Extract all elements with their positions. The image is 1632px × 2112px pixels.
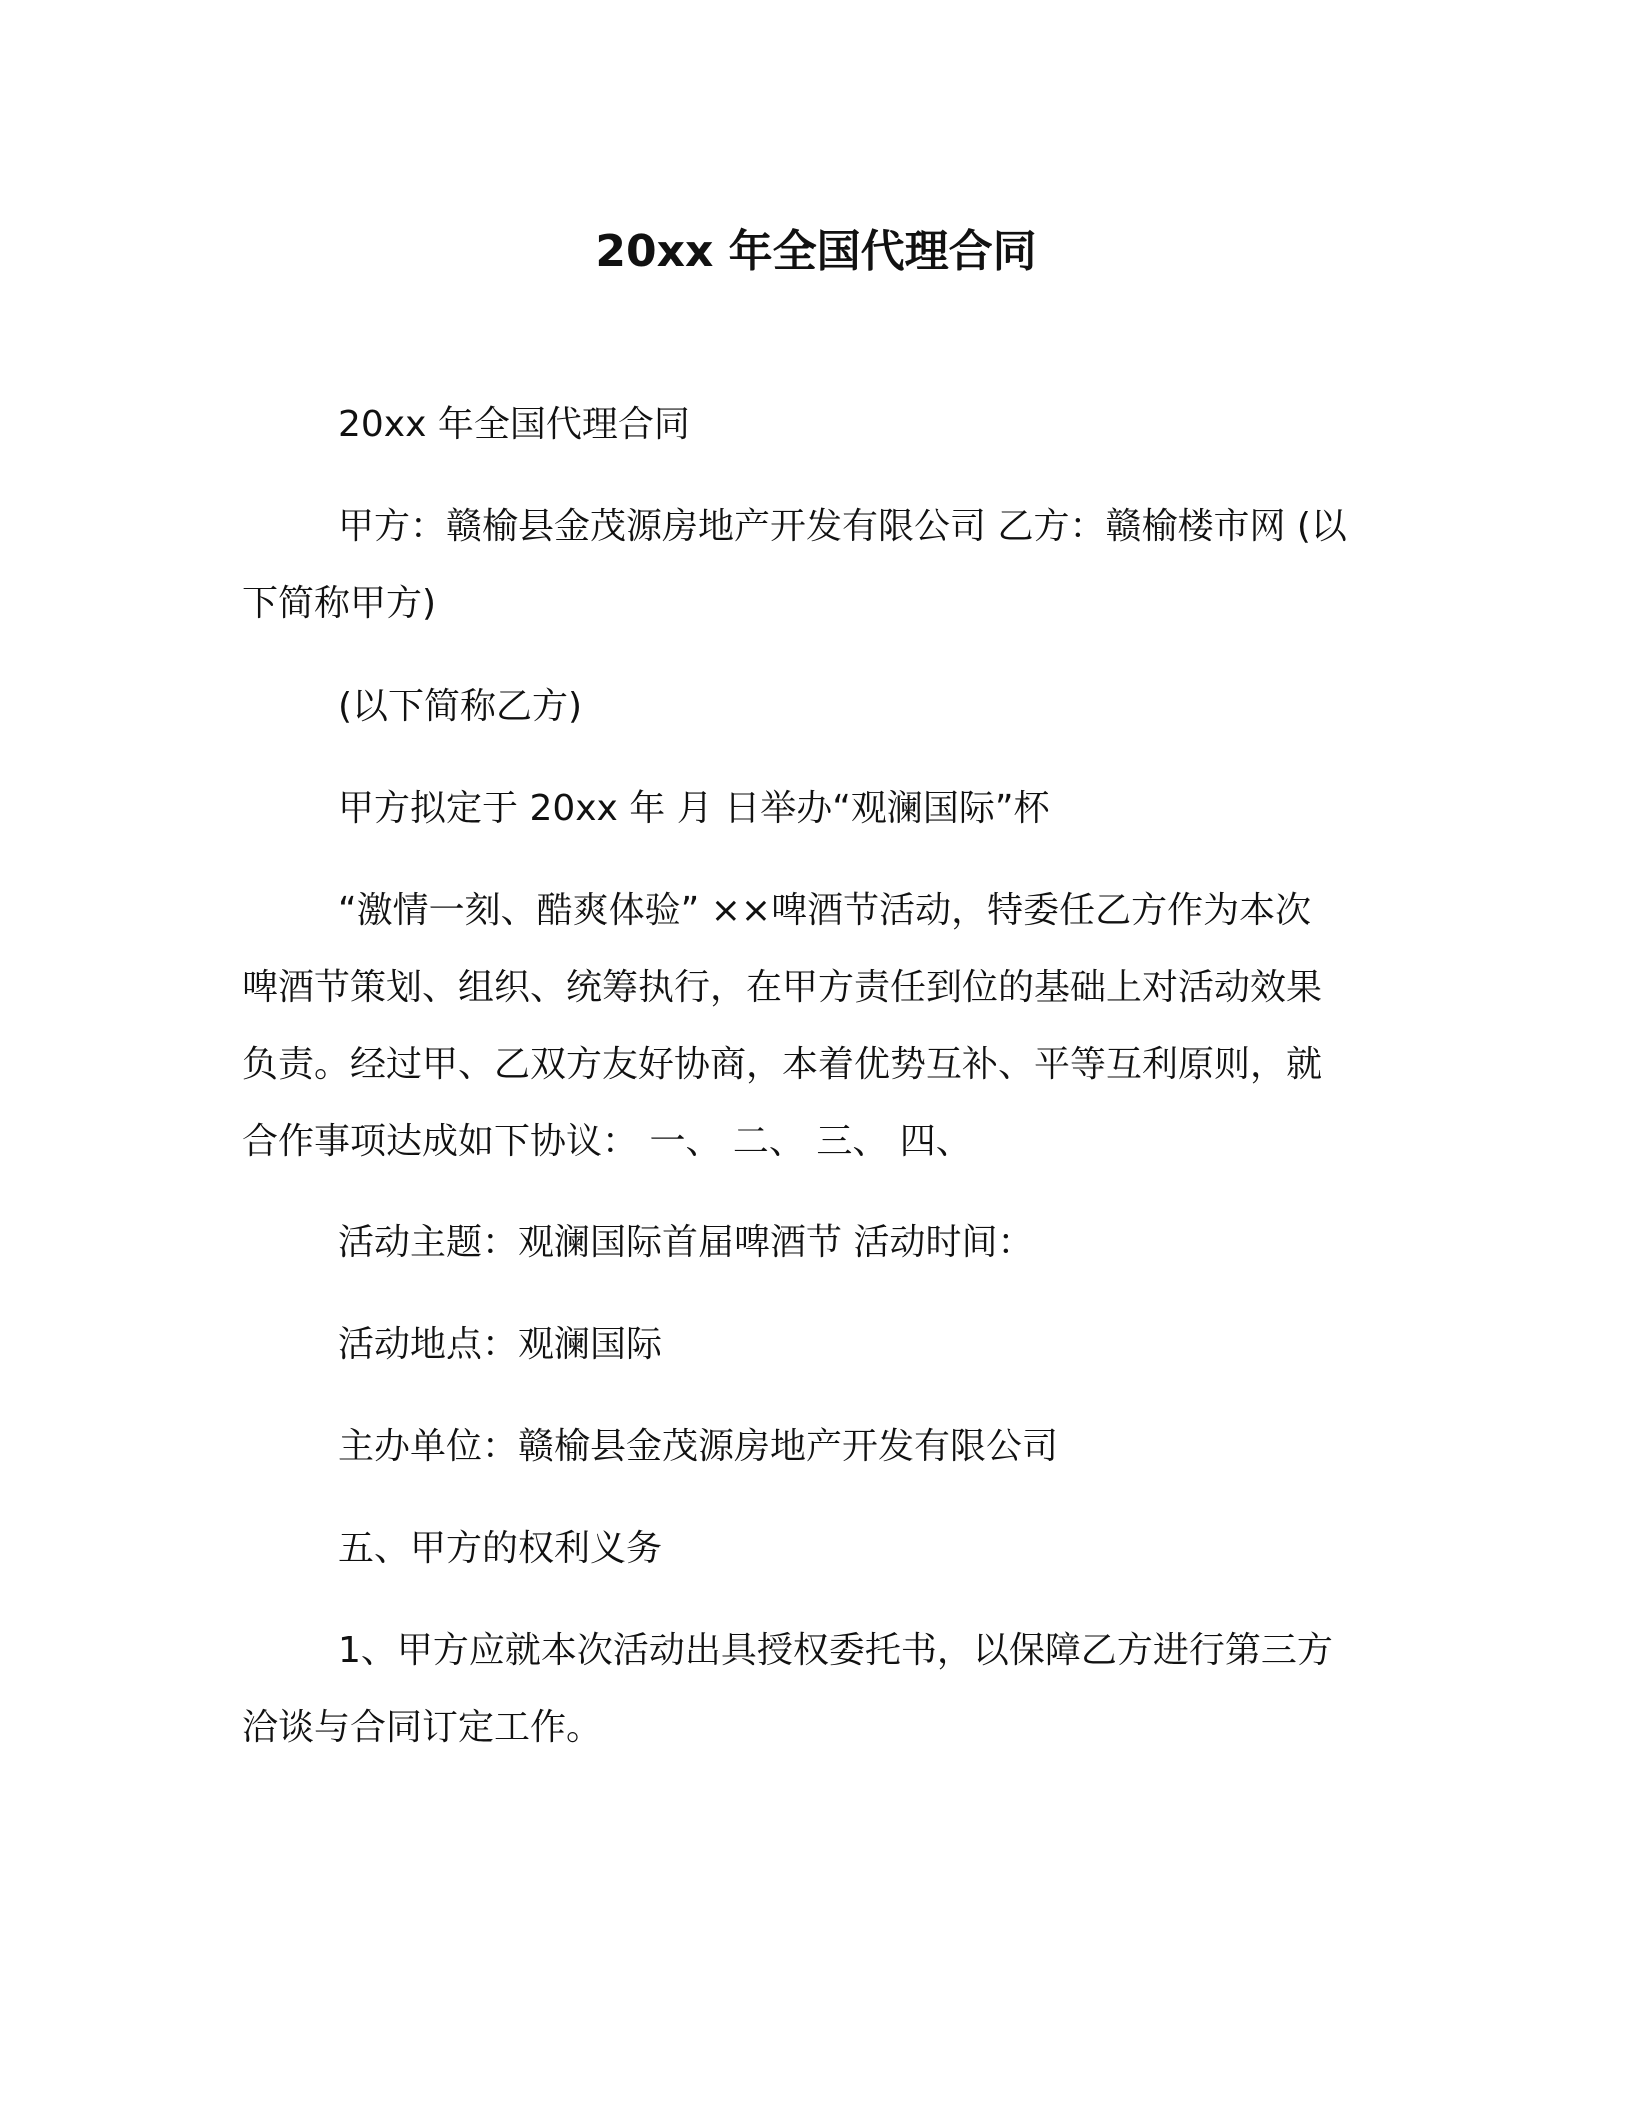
paragraph-event-date: [242, 770, 1382, 847]
paragraph-line: 甲方拟定于 20xx 年 月 日举办“观澜国际”杯: [338, 788, 1050, 829]
paragraph-parties: [242, 488, 1382, 642]
paragraph-line: 下简称甲方): [242, 583, 437, 624]
paragraph-line: 20xx 年全国代理合同: [338, 404, 690, 445]
paragraph-line: 五、甲方的权利义务: [338, 1528, 663, 1569]
paragraph-line: 活动主题：观澜国际首届啤酒节 活动时间：: [338, 1222, 1034, 1263]
paragraph-line: 主办单位：赣榆县金茂源房地产开发有限公司: [338, 1426, 1059, 1467]
paragraph-line: (以下简称乙方): [338, 686, 583, 727]
document-title: 20xx 年全国代理合同: [595, 226, 1037, 277]
section-heading-party-a-rights: [242, 1510, 1382, 1587]
paragraph-line: 啤酒节策划、组织、统筹执行，在甲方责任到位的基础上对活动效果: [242, 967, 1323, 1008]
paragraph-organizer: [242, 1408, 1382, 1485]
paragraph-heading-repeat: [242, 386, 1382, 463]
paragraph-line: 负责。经过甲、乙双方友好协商，本着优势互补、平等互利原则，就: [242, 1044, 1323, 1085]
paragraph-party-b-abbrev: [242, 668, 1382, 745]
paragraph-line: 1、甲方应就本次活动出具授权委托书，以保障乙方进行第三方: [338, 1630, 1333, 1671]
paragraph-line: 洽谈与合同订定工作。: [242, 1707, 603, 1748]
paragraph-line: 合作事项达成如下协议： 一、 二、 三、 四、: [242, 1121, 972, 1162]
paragraph-agreement-intro: [242, 872, 1382, 1180]
paragraph-line: 活动地点：观澜国际: [338, 1324, 663, 1365]
paragraph-line: 甲方：赣榆县金茂源房地产开发有限公司 乙方：赣榆楼市网 (以: [338, 506, 1347, 547]
paragraph-event-location: [242, 1306, 1382, 1383]
paragraph-event-theme: [242, 1204, 1382, 1281]
paragraph-line: “激情一刻、酷爽体验” ××啤酒节活动，特委任乙方作为本次: [338, 890, 1312, 931]
paragraph-clause-1: [242, 1612, 1382, 1766]
